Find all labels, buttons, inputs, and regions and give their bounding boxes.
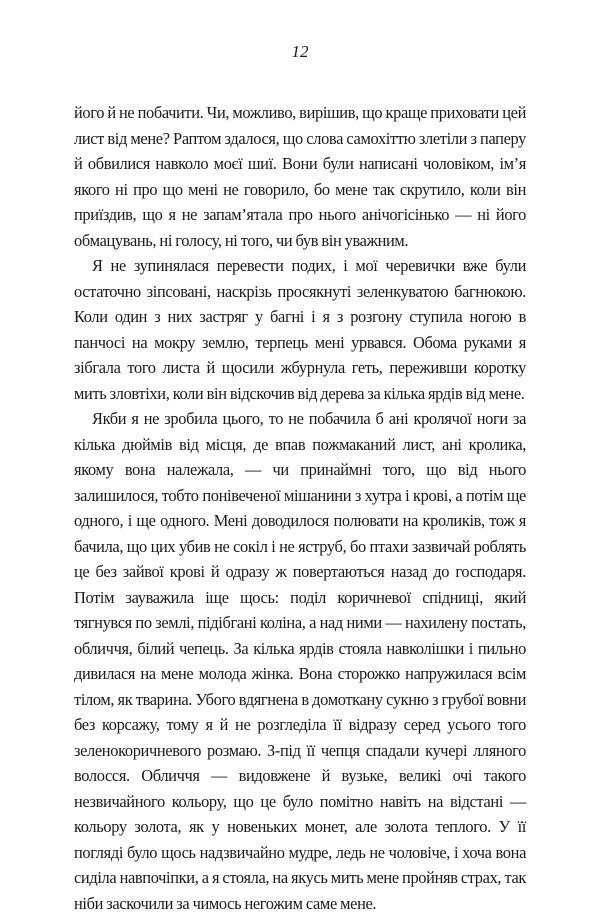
paragraph: Якби я не зробила цього, то не побачила б ані кролячої ноги за кілька дюймів від місця, де впав пожмаканий лист, ані кролика, якому вона належала, — чи принаймні того, що від нього залишилося, тобто понівеченої мішанини з хутра і крові, а потім ще одного, і ще одного. Мені доводилося полювати на кроликів, тож я бачила, що цих убив не сокіл і не яструб, бо птахи зазвичай роблять це без зайвої крові й одразу ж повертаються назад до господаря. Потім зауважила іще щось: поділ коричневої спідниці, який тягнувся по землі, підібгані коліна, а над ними — нахилену постать, обличчя, білий чепець. За кілька ярдів стояла навколішки і пильно дивилася на мене молода жінка. Вона сторожко напружилася всім тілом, як тварина. Убого вдягнена в домоткану сукню з грубої вовни без корсажу, тому я й не розгледіла її відразу серед усього того зеленокоричневого розмаю. З-під її чепця спадали кучері лляного волосся. Обличчя — видовжене й вузьке, великі очі такого незвичайного кольору, що це було помітно навіть на відстані — кольору золота, як у новеньких монет, але золота теплого. У її погляді було щось надзвичайно мудре, ледь не чоловіче, і хоча вона сиділа навпочіпки, а я стояла, на якусь мить мене пройняв страх, так ніби заскочили за чимось негожим саме мене. [74,409,526,913]
body-text [74,100,526,916]
paragraph: його й не побачити. Чи, можливо, вирішив, що краще приховати цей лист від мене? Раптом здалося, що слова самохіттю злетіли з паперу й обвилися навколо моєї шиї. Вони були написані чоловіком, ім’я якого ні про що мені не говорило, бо мене так скрутило, коли він приїздив, що я не запам’ятала про нього анічогісінько — ні його обмацувань, ні голосу, ні того, чи був він уважним. [74,103,526,250]
page-number: 12 [291,42,309,61]
paragraph: Я не зупинялася перевести подих, і мої черевички вже були остаточно зіпсовані, наскрізь просякнуті зеленкуватою багнюкою. Коли один з них застряг у багні і я з розгону ступила ногою в панчосі на мокру землю, терпець мені урвався. Обома руками я зібгала того листа й щосили жбурнула геть, переживши коротку мить зловтіхи, коли він відскочив від дерева за кілька ярдів від мене. [74,256,526,403]
